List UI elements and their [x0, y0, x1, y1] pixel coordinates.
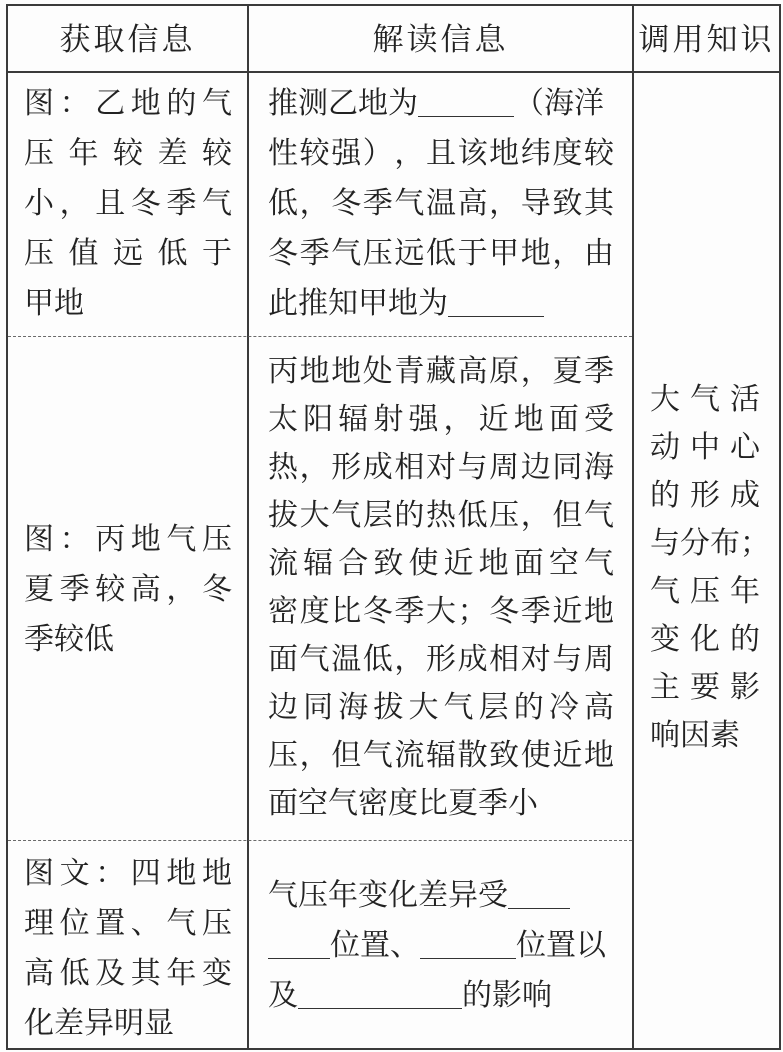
- row1-obtain-line: 图 ： 乙 地 的 气: [24, 86, 232, 121]
- row1-interpret-line-3: 低 ， 冬 季 气 温 高 ， 导 致 其: [268, 186, 614, 221]
- header-obtain-info: 获取信息: [59, 21, 196, 58]
- row3-obtain-line: 化差异明显: [24, 1006, 174, 1041]
- row1-obtain-line: 压 年 较 差 较: [24, 136, 232, 171]
- row2-obtain-line: 图 ： 丙 地 气 压: [24, 522, 232, 557]
- knowledge-line: 变 化 的: [650, 622, 760, 657]
- row1-interpret-line-2: 性 较 强 ） ， 且 该 地 纬 度 较: [268, 136, 614, 171]
- knowledge-line: 气 压 年: [650, 574, 760, 609]
- row1-interpret-text: （海洋: [514, 86, 604, 121]
- knowledge-line: 与分布；: [650, 526, 770, 561]
- answer-blank: [418, 80, 514, 117]
- row1-interpret-text: 推测乙地为: [268, 86, 418, 121]
- row3-interpret-line-3: [268, 972, 552, 1020]
- row3-interpret-text: 气压年变化差异受: [268, 878, 508, 913]
- row2-interpret-line: 面 气 温 低 ， 形 成 相 对 与 周: [268, 642, 614, 677]
- row2-interpret-line: 密 度 比 冬 季 大 ； 冬 季 近 地: [268, 594, 614, 629]
- column-divider-1: [247, 4, 249, 1050]
- table-right-border: [779, 4, 781, 1050]
- table-left-border: [6, 4, 8, 1050]
- row1-interpret-line-5: [268, 280, 544, 328]
- row3-interpret-text: 的影响: [462, 978, 552, 1013]
- row1-obtain-line: 压 值 远 低 于: [24, 236, 232, 271]
- knowledge-line: 动 中 心: [650, 430, 760, 465]
- row3-interpret-text: 及: [268, 978, 298, 1013]
- row-divider-2: [8, 840, 632, 841]
- row3-obtain-line: 图 文 ： 四 地 地: [24, 856, 232, 891]
- row2-interpret-line: 太 阳 辐 射 强 ， 近 地 面 受: [268, 402, 614, 437]
- header-apply-knowledge: 调用知识: [638, 21, 775, 58]
- row2-interpret-line: 拔 大 气 层 的 热 低 压 ， 但 气: [268, 498, 614, 533]
- knowledge-line: 响因素: [650, 718, 740, 753]
- row3-obtain-line: 高 低 及 其 年 变: [24, 956, 232, 991]
- row1-interpret-text: 此推知甲地为: [268, 286, 448, 321]
- header-interpret-info: 解读信息: [372, 21, 509, 58]
- row2-obtain-line: 夏 季 较 高 ， 冬: [24, 572, 232, 607]
- row1-obtain-line: 小 ， 且 冬 季 气: [24, 186, 232, 221]
- table-bottom-border: [6, 1048, 781, 1050]
- row2-interpret-line: 边 同 海 拔 大 气 层 的 冷 高: [268, 690, 614, 725]
- row1-obtain-line: 甲地: [24, 286, 84, 321]
- row3-interpret-line-2: [268, 922, 606, 970]
- row3-obtain-line: 理 位 置 、 气 压: [24, 906, 232, 941]
- row3-interpret-text: 位置、: [330, 928, 420, 963]
- row2-obtain-line: 季较低: [24, 622, 114, 657]
- answer-blank: [508, 872, 570, 909]
- row-divider-1: [8, 336, 632, 337]
- answer-blank: [448, 280, 544, 317]
- row2-interpret-line: 压 ， 但 气 流 辐 散 致 使 近 地: [268, 738, 614, 773]
- row2-interpret-line: 热 ， 形 成 相 对 与 周 边 同 海: [268, 450, 614, 485]
- row1-interpret-line-4: 冬 季 气 压 远 低 于 甲 地 ， 由: [268, 236, 614, 271]
- knowledge-line: 主 要 影: [650, 670, 760, 705]
- row3-interpret-text: 位置以: [516, 928, 606, 963]
- knowledge-line: 的 形 成: [650, 478, 760, 513]
- row2-interpret-line: 面空气密度比夏季小: [268, 786, 538, 821]
- answer-blank: [268, 922, 330, 959]
- knowledge-line: 大 气 活: [650, 382, 760, 417]
- answer-blank: [298, 972, 462, 1009]
- row1-interpret-line-1: [268, 80, 604, 128]
- row2-interpret-line: 流 辐 合 致 使 近 地 面 空 气: [268, 546, 614, 581]
- row3-interpret-line-1: [268, 872, 570, 920]
- row2-interpret-line: 丙 地 地 处 青 藏 高 原 ， 夏 季: [268, 354, 614, 389]
- column-divider-2: [632, 4, 634, 1050]
- answer-blank: [420, 922, 516, 959]
